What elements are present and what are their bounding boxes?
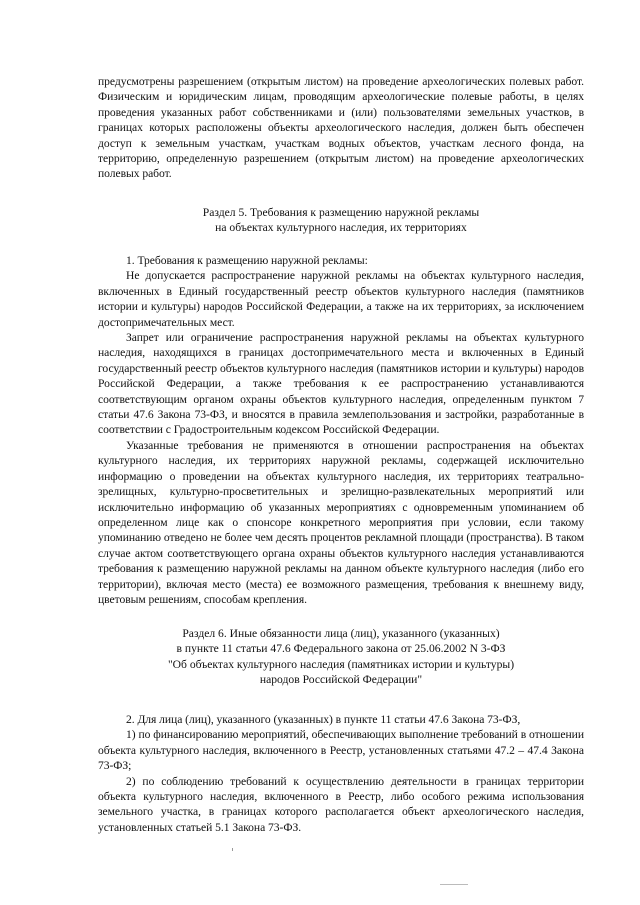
section-5-paragraph-1: Не допускается распространение наружной рекламы на объектах культурного наследия, включенных в Единый государственный реестр объектов культурного наследия (памятников истории и культуры) народов Российской Федерации, а также на их территориях, за исключением достопримечательных мест. <box>98 269 584 329</box>
section-6-title <box>98 626 584 688</box>
item-2-subpoint-2: 2) по соблюдению требований к осуществлению деятельности в границах территории объекта культурного наследия, включенного в Реестр, либо особого режима использования земельного участка, в границах которого располагается объект археологического наследия, установленных статьей 5.1 Закона 73-ФЗ. <box>98 774 584 834</box>
section-6-title-line-2: в пункте 11 статьи 47.6 Федерального закона от 25.06.2002 N 3-ФЗ <box>176 642 506 656</box>
scan-smudge <box>440 884 468 885</box>
item-2-heading: 2. Для лица (лиц), указанного (указанных) в пункте 11 статьи 47.6 Закона 73-ФЗ, <box>126 713 521 726</box>
section-6-title-line-3: "Об объектах культурного наследия (памятниках истории и культуры) <box>167 657 515 671</box>
section-5-body <box>98 253 584 607</box>
section-6-body <box>98 712 584 835</box>
section-5-title-line-2: на объектах культурного наследия, их территориях <box>215 221 467 235</box>
scan-speck <box>232 848 233 851</box>
intro-paragraph: предусмотрены разрешением (открытым листом) на проведение археологических полевых работ. Физическим и юридическим лицам, проводящим археологические полевые работы, в целях проведения указанных работ собственниками и (или) пользователями земельных участков, в границах которых расположены объекты археологического наследия, должен быть обеспечен доступ к земельным участкам, участкам водных объектов, участкам лесного фонда, на территорию, определенную разрешением (открытым листом) на проведение археологических полевых работ. <box>98 75 584 181</box>
section-5-paragraph-2: Запрет или ограничение распространения наружной рекламы на объектах культурного наследия, находящихся в границах достопримечательного места и включенных в Единый государственный реестр объектов культурного наследия (памятников истории и культуры) народов Российской Федерации, а также требования к ее распространению устанавливаются соответствующим органом охраны объектов культурного наследия, определенным пунктом 7 статьи 47.6 Закона 73-ФЗ, и вносятся в правила землепользования и застройки, разработанные в соответствии с Градостроительным кодексом Российской Федерации. <box>98 331 584 437</box>
section-5-title-line-1: Раздел 5. Требования к размещению наружной рекламы <box>202 206 480 219</box>
section-5-title <box>98 205 584 236</box>
item-1-heading: 1. Требования к размещению наружной рекламы: <box>126 254 368 267</box>
item-2-subpoint-1: 1) по финансированию мероприятий, обеспечивающих выполнение требований в отношении объекта культурного наследия, включенного в Реестр, установленных статьями 47.2 – 47.4 Закона 73-ФЗ; <box>98 728 584 773</box>
section-6-title-line-1: Раздел 6. Иные обязанности лица (лиц), указанного (указанных) <box>182 627 500 640</box>
section-5-paragraph-3: Указанные требования не применяются в отношении распространения на объектах культурного наследия, их территориях наружной рекламы, содержащей исключительно информацию о проведении на объектах культурного наследия, их территориях театрально-зрелищных, культурно-просветительных и зрелищно-развлекательных мероприятий или исключительно информацию об указанных мероприятиях с одновременным упоминанием об определенном лице как о спонсоре конкретного мероприятия при условии, если такому упоминанию отведено не более чем десять процентов рекламной площади (пространства). В таком случае актом соответствующего органа охраны объектов культурного наследия устанавливаются требования к размещению наружной рекламы на данном объекте культурного наследия (либо его территории), включая место (места) ее возможного размещения, требования к внешнему виду, цветовым решениям, способам крепления. <box>98 438 584 606</box>
section-6-title-line-4: народов Российской Федерации" <box>259 673 423 687</box>
intro-paragraph-block <box>98 74 584 182</box>
